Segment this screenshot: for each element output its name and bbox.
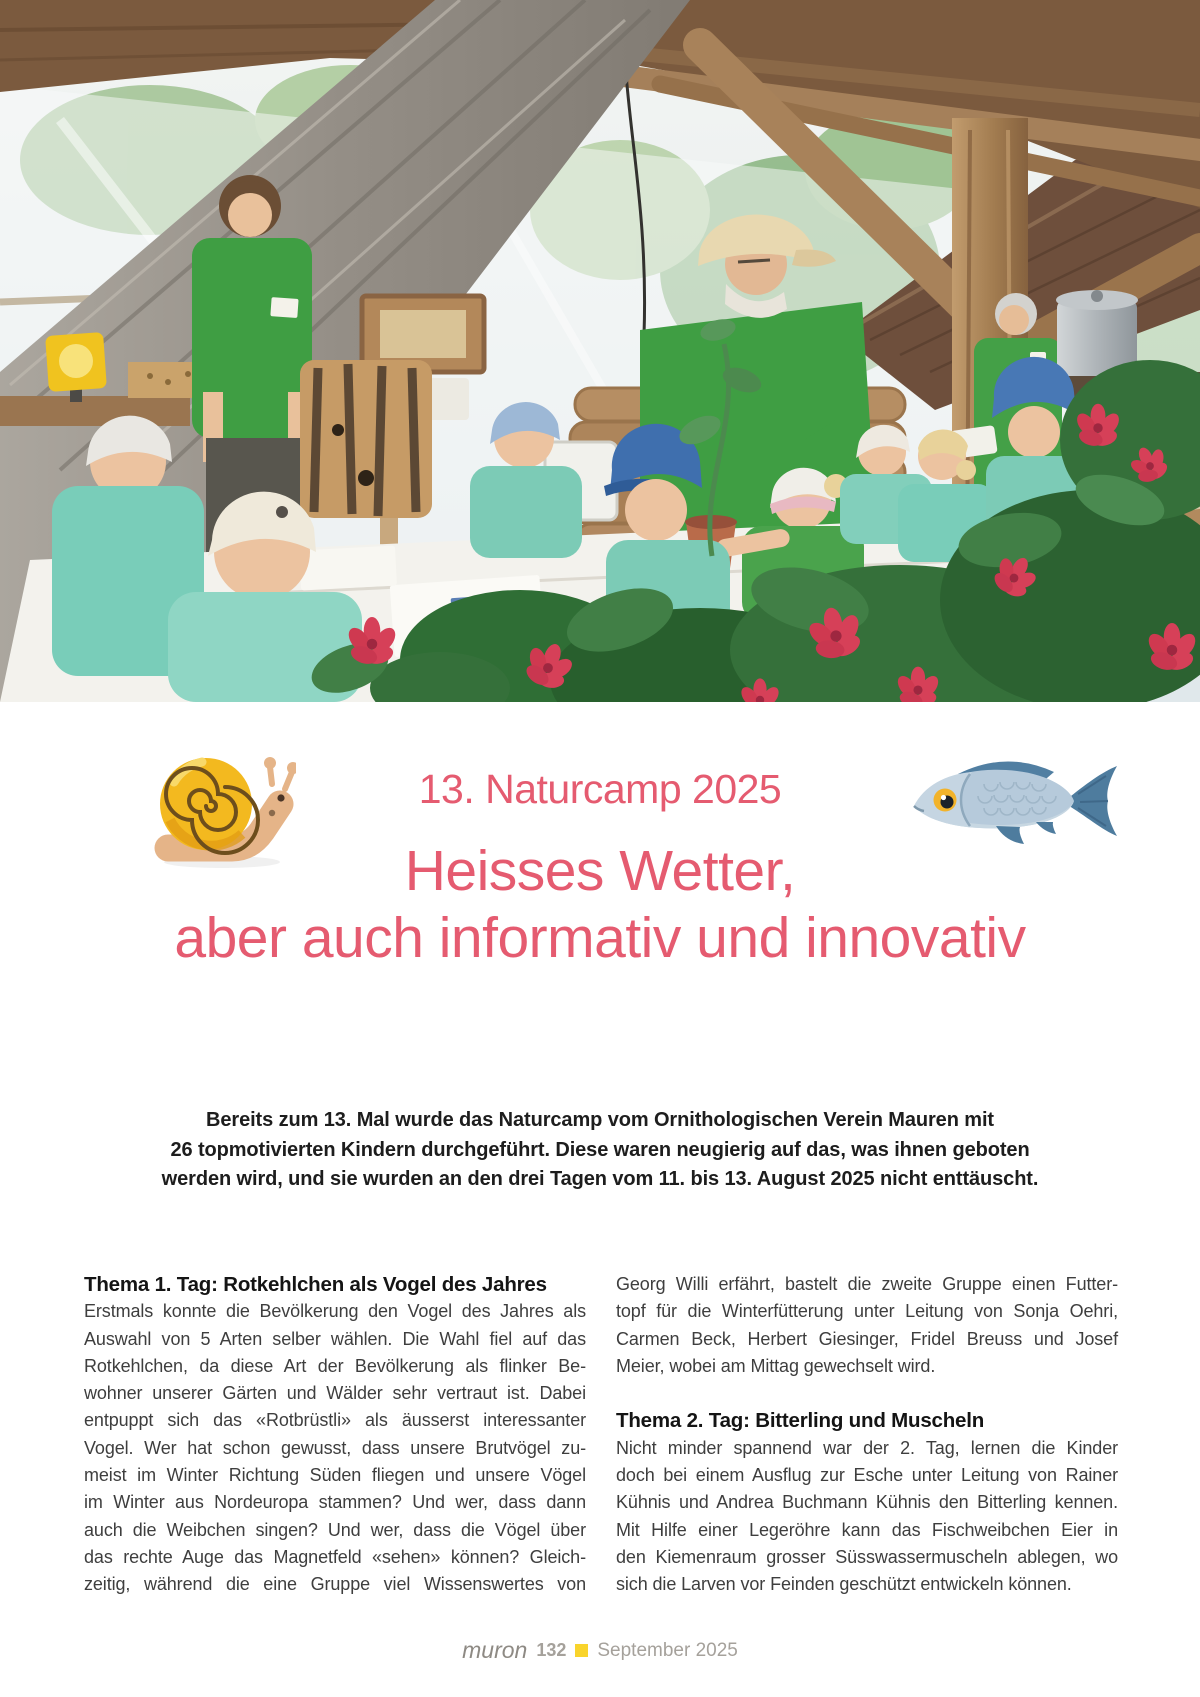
body-line: sich die Larven vor Feinden geschützt entwickeln können.: [616, 1574, 1072, 1595]
body-line: Mit Hilfe einer Legeröhre kann das Fischweibchen Eier in: [616, 1519, 1118, 1540]
body-line: wohner unserer Gärten und Wälder sehr vertraut ist. Dabei: [84, 1383, 586, 1404]
body-line: Meier, wobei am Mittag gewechselt wird.: [616, 1355, 936, 1376]
column-heading: Thema 2. Tag: Bitterling und Muscheln: [616, 1409, 985, 1433]
intro-line: werden wird, und sie wurden an den drei Tagen vom 11. bis 13. August 2025 nicht enttäuscht.: [161, 1168, 1039, 1190]
body-line: entpuppt sich das «Rotbrüstli» als äusserst interessanter: [84, 1410, 586, 1431]
intro-line: 26 topmotivierten Kindern durchgeführt. Diese waren neugierig auf das, was ihnen geboten: [170, 1138, 1030, 1161]
body-line: auch die Weibchen singen? Und wer, dass die Vögel über: [84, 1519, 586, 1540]
article-title-line2: aber auch informativ und innovativ: [174, 906, 1026, 970]
paragraph-gap: [616, 1380, 1118, 1407]
body-line: Kühnis und Andrea Buchmann Kühnis den Bitterling kennen.: [616, 1492, 1118, 1513]
body-line: zeitig, während die eine Gruppe viel Wissenswertes von: [84, 1574, 586, 1595]
body-line: Georg Willi erfährt, bastelt die zweite Gruppe einen Futter-: [616, 1274, 1118, 1294]
footer-separator-square: [575, 1644, 588, 1657]
page-footer: [0, 1637, 1200, 1664]
article-title: [0, 838, 1200, 972]
body-line: Rotkehlchen, da diese Art der Bevölkerung als flinker Be-: [84, 1355, 586, 1376]
article-title-line1: Heisses Wetter,: [404, 839, 796, 903]
body-line: topf für die Winterfütterung unter Leitung von Sonja Oehri,: [616, 1301, 1118, 1322]
kicker-title: 13. Naturcamp 2025: [418, 766, 782, 812]
article-left-column: [84, 1271, 586, 1599]
body-line: im Winter aus Nordeuropa stammen? Und wer, dass dann: [84, 1492, 586, 1513]
body-line: Erstmals konnte die Bevölkerung den Vogel des Jahres als: [84, 1301, 586, 1322]
column-heading: Thema 1. Tag: Rotkehlchen als Vogel des Jahres: [84, 1273, 547, 1296]
article-body: [84, 1271, 1119, 1599]
intro-paragraph: [0, 1106, 1200, 1195]
naturcamp-group-photo: [0, 0, 1200, 702]
body-line: den Kiemenraum grosser Süsswassermuscheln ablegen, wo: [616, 1546, 1118, 1567]
body-line: Vogel. Wer hat schon gewusst, dass unsere Brutvögel zu-: [84, 1437, 586, 1458]
body-line: das rechte Auge das Magnetfeld «sehen» können? Gleich-: [84, 1546, 586, 1567]
magazine-name: muron: [462, 1637, 528, 1663]
article-right-column: [616, 1271, 1118, 1599]
intro-line: Bereits zum 13. Mal wurde das Naturcamp vom Ornithologischen Verein Mauren mit: [206, 1109, 994, 1131]
body-line: doch bei einem Ausflug zur Esche unter Leitung von Rainer: [616, 1465, 1118, 1486]
body-line: Auswahl von 5 Arten selber wählen. Die Wahl fiel auf das: [84, 1328, 586, 1349]
footer-date: September 2025: [597, 1639, 738, 1661]
issue-number: 132: [536, 1640, 567, 1660]
body-line: Carmen Beck, Herbert Giesinger, Fridel Breuss und Josef: [616, 1328, 1118, 1349]
body-line: Nicht minder spannend war der 2. Tag, lernen die Kinder: [616, 1437, 1118, 1458]
body-line: meist im Winter Richtung Süden fliegen und unsere Vögel: [84, 1465, 586, 1486]
